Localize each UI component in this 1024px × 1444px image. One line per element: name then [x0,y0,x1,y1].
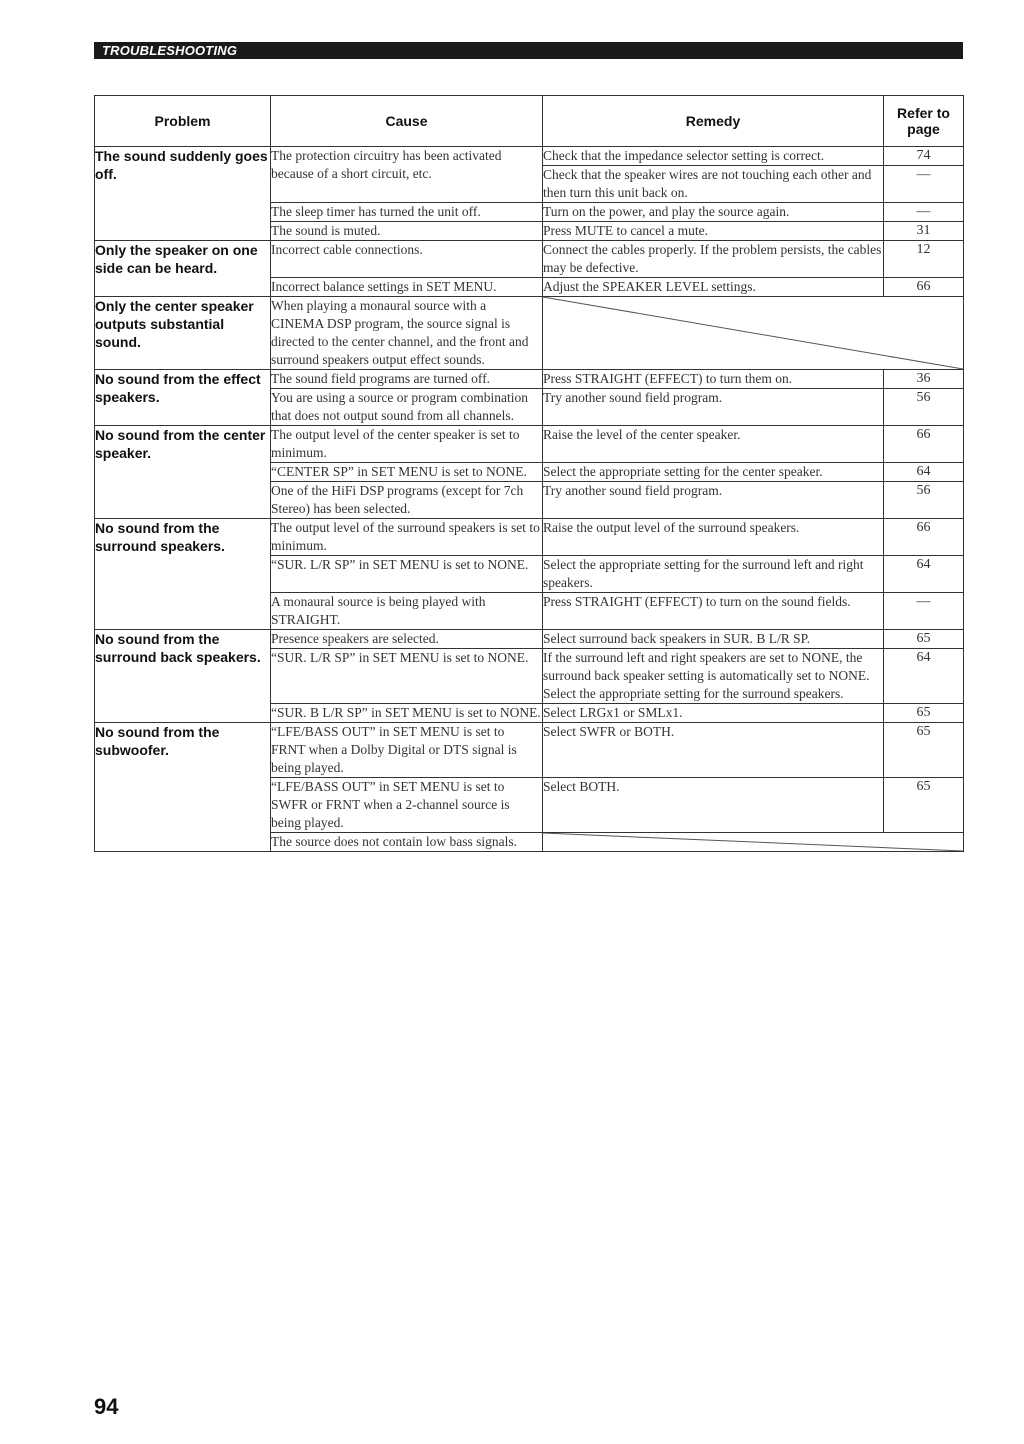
remedy-cell: Select BOTH. [543,778,884,833]
remedy-cell: Select surround back speakers in SUR. B L/R SP. [543,630,884,649]
problem-cell: No sound from the surround back speakers. [95,630,271,723]
page-cell: — [884,166,964,203]
page-cell: 66 [884,278,964,297]
header-refer-page: Refer to page [884,96,964,147]
table-row [95,297,964,370]
page-cell: 66 [884,519,964,556]
cause-cell: Incorrect cable connections. [271,241,543,278]
table-row [95,370,964,389]
page-cell: 65 [884,630,964,649]
remedy-cell: Select LRGx1 or SMLx1. [543,704,884,723]
cause-cell: Incorrect balance settings in SET MENU. [271,278,543,297]
diagonal-strike-line [543,297,963,369]
table-row [95,426,964,463]
page-cell: 64 [884,463,964,482]
page-cell: 66 [884,426,964,463]
cause-cell: When playing a monaural source with a CINEMA DSP program, the source signal is directed to the center channel, and the front and surround speakers output effect sounds. [271,297,543,370]
page-cell: 74 [884,147,964,166]
remedy-cell: Press STRAIGHT (EFFECT) to turn them on. [543,370,884,389]
cause-cell: One of the HiFi DSP programs (except for 7ch Stereo) has been selected. [271,482,543,519]
cause-cell: The output level of the center speaker is set to minimum. [271,426,543,463]
header-problem: Problem [95,96,271,147]
table-header-row [95,96,964,147]
section-header-bar [94,42,963,59]
not-applicable-cell [543,297,964,370]
remedy-cell: Turn on the power, and play the source again. [543,203,884,222]
cause-cell: The protection circuitry has been activated because of a short circuit, etc. [271,147,543,203]
remedy-cell: Select the appropriate setting for the surround left and right speakers. [543,556,884,593]
page-cell: — [884,593,964,630]
cause-cell: “LFE/BASS OUT” in SET MENU is set to FRNT when a Dolby Digital or DTS signal is being played. [271,723,543,778]
cause-cell: “SUR. L/R SP” in SET MENU is set to NONE. [271,556,543,593]
remedy-cell: Press MUTE to cancel a mute. [543,222,884,241]
problem-cell: Only the center speaker outputs substantial sound. [95,297,271,370]
remedy-cell: Check that the speaker wires are not touching each other and then turn this unit back on. [543,166,884,203]
remedy-cell: Try another sound field program. [543,482,884,519]
problem-cell: No sound from the effect speakers. [95,370,271,426]
page-cell: 12 [884,241,964,278]
page-cell: 65 [884,723,964,778]
problem-cell: No sound from the surround speakers. [95,519,271,630]
troubleshooting-table [94,95,964,852]
page-cell: 65 [884,704,964,723]
not-applicable-cell [543,833,964,852]
table-row [95,241,964,278]
page-cell: 31 [884,222,964,241]
cause-cell: A monaural source is being played with STRAIGHT. [271,593,543,630]
remedy-cell: Raise the level of the center speaker. [543,426,884,463]
cause-cell: You are using a source or program combination that does not output sound from all channels. [271,389,543,426]
table-row [95,519,964,556]
page-cell: 56 [884,482,964,519]
cause-cell: “SUR. B L/R SP” in SET MENU is set to NONE. [271,704,543,723]
remedy-cell: Check that the impedance selector setting is correct. [543,147,884,166]
diagonal-strike-line [543,833,963,851]
page-cell: 64 [884,649,964,704]
remedy-cell: Press STRAIGHT (EFFECT) to turn on the sound fields. [543,593,884,630]
cause-cell: “CENTER SP” in SET MENU is set to NONE. [271,463,543,482]
remedy-cell: Connect the cables properly. If the problem persists, the cables may be defective. [543,241,884,278]
remedy-cell: Select SWFR or BOTH. [543,723,884,778]
table-row [95,630,964,649]
page-cell: 56 [884,389,964,426]
page-cell: 65 [884,778,964,833]
header-cause: Cause [271,96,543,147]
section-title: TROUBLESHOOTING [102,43,238,58]
cause-cell: “LFE/BASS OUT” in SET MENU is set to SWFR or FRNT when a 2-channel source is being played. [271,778,543,833]
cause-cell: The sleep timer has turned the unit off. [271,203,543,222]
table-row [95,147,964,166]
problem-cell: The sound suddenly goes off. [95,147,271,241]
table-row [95,723,964,778]
cause-cell: The sound field programs are turned off. [271,370,543,389]
header-remedy: Remedy [543,96,884,147]
page-cell: — [884,203,964,222]
problem-cell: No sound from the subwoofer. [95,723,271,852]
remedy-cell: Select the appropriate setting for the center speaker. [543,463,884,482]
remedy-cell: If the surround left and right speakers are set to NONE, the surround back speaker setting is automatically set to NONE. Select the appropriate setting for the surround speakers. [543,649,884,704]
remedy-cell: Try another sound field program. [543,389,884,426]
cause-cell: The source does not contain low bass signals. [271,833,543,852]
problem-cell: Only the speaker on one side can be heard. [95,241,271,297]
page-cell: 64 [884,556,964,593]
remedy-cell: Adjust the SPEAKER LEVEL settings. [543,278,884,297]
remedy-cell: Raise the output level of the surround speakers. [543,519,884,556]
page-number: 94 [94,1394,119,1419]
cause-cell: “SUR. L/R SP” in SET MENU is set to NONE. [271,649,543,704]
cause-cell: Presence speakers are selected. [271,630,543,649]
cause-cell: The sound is muted. [271,222,543,241]
cause-cell: The output level of the surround speakers is set to minimum. [271,519,543,556]
problem-cell: No sound from the center speaker. [95,426,271,519]
page-cell: 36 [884,370,964,389]
